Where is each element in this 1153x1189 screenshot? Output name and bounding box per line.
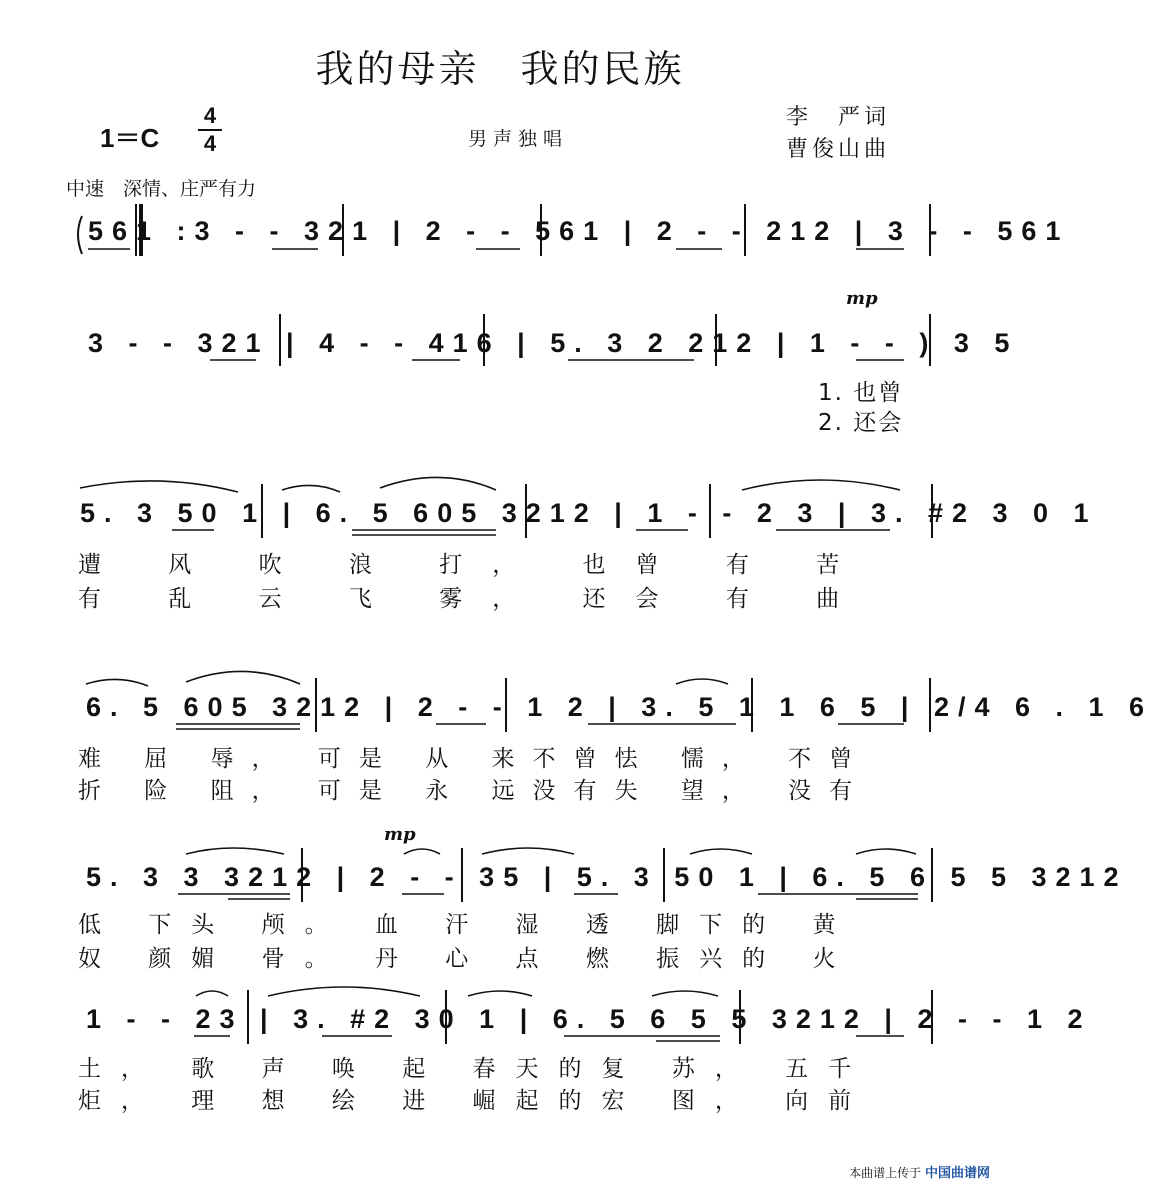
song-title: 我的母亲 我的民族 [315, 47, 685, 91]
watermark-footer [849, 1162, 990, 1181]
dynamic-marking: mp [846, 288, 878, 309]
notes-line-5: 5. 3 3 3212 | 2 - - 35 | 5. 3 50 1 | 6. 5 6 5 5 3212 [86, 862, 1128, 892]
dynamic-marking: mp [384, 824, 416, 845]
notes-line-2: 3 - - 321 | 4 - - 416 | 5. 3 2 212 | 1 - - ) 3 5 [88, 328, 1019, 358]
score-line-2 [0, 310, 1019, 436]
lyrics-verse-2: 有 乱 云 飞 雾， 还会 有 曲 [78, 586, 870, 612]
lyrics-verse-2: 奴 颜媚 骨。 丹 心 点 燃 振兴的 火 [78, 946, 856, 972]
verse-2-label: 2. 还会 [818, 410, 904, 436]
footer-brand: 中国曲谱网 [924, 1166, 990, 1181]
tempo-marking: 中速 深情、庄严有力 [66, 178, 257, 200]
lyrics-verse-1: 土， 歌 声 唤 起 春天的复 苏， 五千 [78, 1056, 872, 1082]
lyricist-credit: 李 严词 [786, 105, 891, 130]
verse-1-label: 1. 也曾 [818, 380, 904, 406]
notes-line-4: 6. 5 605 3212 | 2 - - 1 2 | 3. 5 1 1 6 5 | 2/4 6 . 1 6 [86, 692, 1153, 722]
lyrics-line-6a [78, 1050, 908, 1083]
time-sig-top: 4 [203, 103, 217, 128]
lyrics-line-4a [78, 740, 908, 773]
lyrics-verse-2: 折 险 阻， 可是 永 远没有失 望， 没有 [78, 778, 871, 804]
lyrics-line-3a [78, 546, 908, 579]
time-signature [198, 104, 222, 156]
lyrics-verse-2: 炬， 理 想 绘 进 崛起的宏 图， 向前 [78, 1088, 872, 1114]
lyrics-line-5b [78, 940, 908, 973]
composer-credit: 曹俊山曲 [786, 137, 891, 162]
notes-line-1: 561 :3 - - 321 | 2 - - 561 | 2 - - 212 | 3 - - 561 [88, 216, 1070, 246]
lyrics-line-3b [78, 580, 908, 613]
performance-type: 男声独唱 [468, 128, 569, 150]
lyrics-verse-1: 低 下头 颅。 血 汗 湿 透 脚下的 黄 [78, 912, 856, 938]
notes-line-6: 1 - - 23 | 3. #2 30 1 | 6. 5 6 5 5 3212 | 2 - - 1 2 [86, 1004, 1092, 1034]
notes-line-3: 5. 3 50 1 | 6. 5 605 3212 | 1 - - 2 3 | 3. #2 3 0 1 [80, 498, 1098, 528]
time-sig-bottom: 4 [203, 131, 217, 156]
lyrics-line-5a [78, 906, 908, 939]
lyrics-verse-1: 遭 风 吹 浪 打， 也曾 有 苦 [78, 552, 870, 578]
lyrics-verse-1: 难 屈 辱， 可是 从 来不曾怯 懦， 不曾 [78, 746, 871, 772]
lyrics-line-6b [78, 1082, 908, 1115]
key-signature: 1＝C [100, 123, 160, 153]
score-line-1 [0, 196, 1070, 276]
footer-text: 本曲谱上传于 [849, 1166, 922, 1180]
lyrics-line-4b [78, 772, 908, 805]
